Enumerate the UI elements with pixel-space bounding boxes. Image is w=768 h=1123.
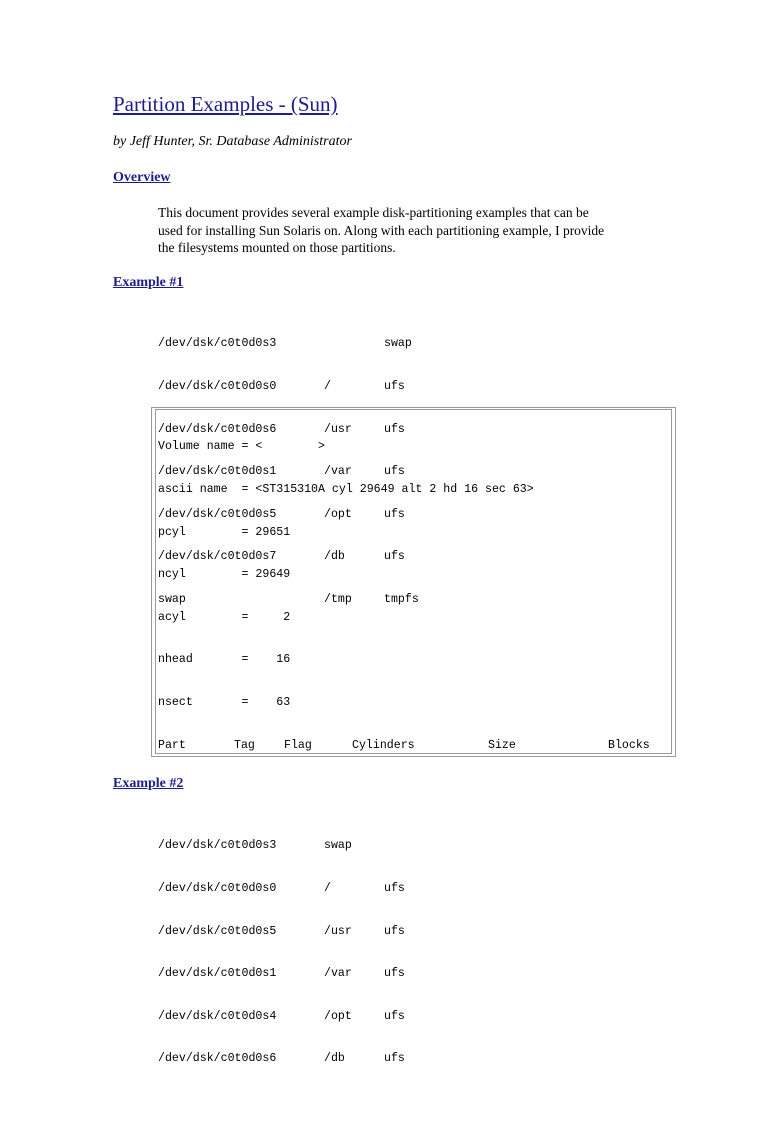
device-path: swap [158, 592, 186, 606]
vtoc-output-box [151, 407, 676, 757]
mount-point: swap [324, 839, 352, 853]
device-path: /dev/dsk/c0t0d0s5 [158, 507, 277, 521]
fs-row [158, 380, 405, 394]
example-2-heading-link[interactable]: Example #2 [113, 776, 184, 791]
author-byline: by Jeff Hunter, Sr. Database Administrator [113, 134, 352, 149]
vtoc-header-line: pcyl = 29651 [158, 525, 291, 539]
col-blocks: Blocks [608, 738, 650, 752]
vtoc-header-line: ncyl = 29649 [158, 568, 291, 582]
col-tag: Tag [234, 738, 255, 752]
vtoc-column-headers [158, 739, 669, 753]
fs-type: tmpfs [384, 592, 419, 606]
mount-point: / [324, 380, 331, 393]
fs-type: swap [384, 337, 412, 351]
mount-point: /usr [324, 422, 352, 436]
device-path: /dev/dsk/c0t0d0s5 [158, 924, 277, 938]
page-title[interactable]: Partition Examples - (Sun) [113, 92, 338, 116]
device-path: /dev/dsk/c0t0d0s3 [158, 839, 277, 853]
fs-type: ufs [384, 1009, 405, 1023]
example-1-heading-link[interactable]: Example #1 [113, 275, 184, 290]
fs-row [158, 337, 412, 351]
device-path: /dev/dsk/c0t0d0s4 [158, 1009, 277, 1023]
fs-type: ufs [384, 550, 405, 564]
overview-heading-link[interactable]: Overview [113, 170, 171, 185]
fs-type: ufs [384, 507, 405, 521]
fs-row [158, 967, 405, 981]
fs-type: ufs [384, 422, 405, 436]
col-size: Size [488, 738, 516, 752]
example-2-fs-table [158, 811, 405, 1095]
mount-point: /db [324, 550, 345, 564]
mount-point: /var [324, 465, 352, 479]
mount-point: /usr [324, 924, 352, 938]
device-path: /dev/dsk/c0t0d0s6 [158, 1052, 277, 1066]
vtoc-output [155, 409, 672, 754]
fs-type: ufs [384, 1052, 405, 1066]
fs-type: ufs [384, 465, 405, 479]
vtoc-header-line: nhead = 16 [158, 653, 291, 667]
fs-row [158, 1009, 405, 1024]
device-path: /dev/dsk/c0t0d0s1 [158, 967, 277, 981]
fs-row [158, 1052, 405, 1066]
fs-type: ufs [384, 380, 405, 393]
fs-row [158, 839, 352, 853]
fs-type: ufs [384, 967, 405, 981]
fs-type: ufs [384, 882, 405, 895]
mount-point: /var [324, 967, 352, 981]
device-path: /dev/dsk/c0t0d0s0 [158, 882, 277, 895]
device-path: /dev/dsk/c0t0d0s3 [158, 337, 277, 351]
col-cylinders: Cylinders [352, 738, 415, 752]
mount-point: /db [324, 1052, 345, 1066]
device-path: /dev/dsk/c0t0d0s7 [158, 550, 277, 564]
fs-row [158, 924, 405, 939]
vtoc-header-line: nsect = 63 [158, 695, 291, 709]
fs-type: ufs [384, 924, 405, 938]
col-part: Part [158, 738, 186, 752]
vtoc-header-line: acyl = 2 [158, 610, 291, 624]
fs-row [158, 882, 405, 896]
overview-paragraph: This document provides several example disk-partitioning examples that can be used for installing Sun Solaris on. Along with each partitioning example, I provide the filesystems mounted on those partitions. [158, 205, 605, 255]
vtoc-header-line: Volume name = < > [158, 440, 325, 454]
device-path: /dev/dsk/c0t0d0s1 [158, 465, 277, 479]
mount-point: / [324, 882, 331, 895]
device-path: /dev/dsk/c0t0d0s0 [158, 380, 277, 393]
mount-point: /tmp [324, 592, 352, 606]
mount-point: /opt [324, 507, 352, 521]
device-path: /dev/dsk/c0t0d0s6 [158, 422, 277, 436]
col-flag: Flag [284, 738, 312, 752]
mount-point: /opt [324, 1009, 352, 1023]
vtoc-header-line: ascii name = <ST315310A cyl 29649 alt 2 hd 16 sec 63> [158, 483, 534, 496]
